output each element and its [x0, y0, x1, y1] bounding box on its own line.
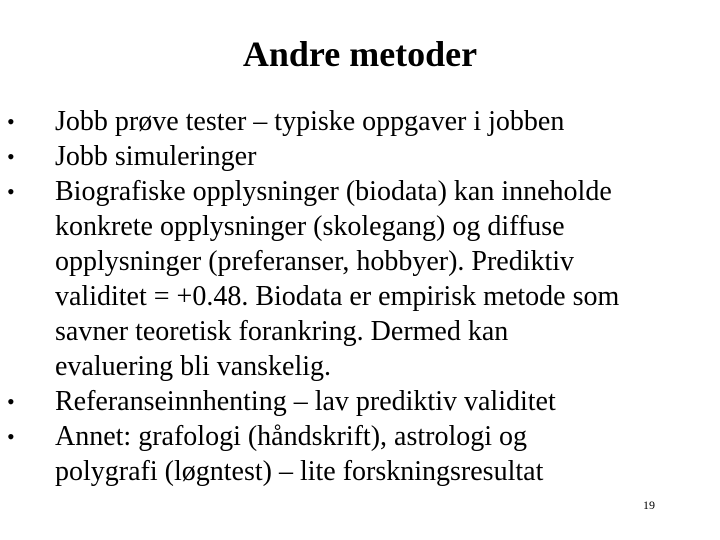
bullet-text: Jobb prøve tester – typiske oppgaver i jobben — [55, 106, 565, 137]
bullet-item-other-methods — [0, 419, 720, 489]
bullet-icon: • — [7, 144, 15, 169]
bullet-text: Biografiske opplysninger (biodata) kan inneholde konkrete opplysninger (skolegang) og diffuse opplysninger (preferanser, hobbyer). Prediktiv validitet = +0.48. Biodata er empirisk metode som savner teoretisk forankring. Dermed kan evaluering bli vanskelig. — [55, 176, 620, 382]
bullet-item-biodata — [0, 174, 720, 384]
bullet-item-references — [0, 384, 720, 419]
bullet-list — [0, 104, 720, 489]
bullet-text: Jobb simuleringer — [55, 141, 257, 172]
bullet-icon: • — [7, 424, 15, 449]
slide-title: Andre metoder — [242, 34, 478, 74]
bullet-item-work-sample-tests — [0, 104, 720, 139]
bullet-text: Annet: grafologi (håndskrift), astrologi og polygrafi (løgntest) – lite forskningsresultat — [55, 421, 544, 487]
page-number: 19 — [643, 498, 655, 512]
bullet-item-job-simulations — [0, 139, 720, 174]
bullet-icon: • — [7, 109, 15, 134]
bullet-icon: • — [7, 389, 15, 414]
bullet-icon: • — [7, 179, 15, 204]
bullet-text: Referanseinnhenting – lav prediktiv validitet — [55, 386, 556, 417]
